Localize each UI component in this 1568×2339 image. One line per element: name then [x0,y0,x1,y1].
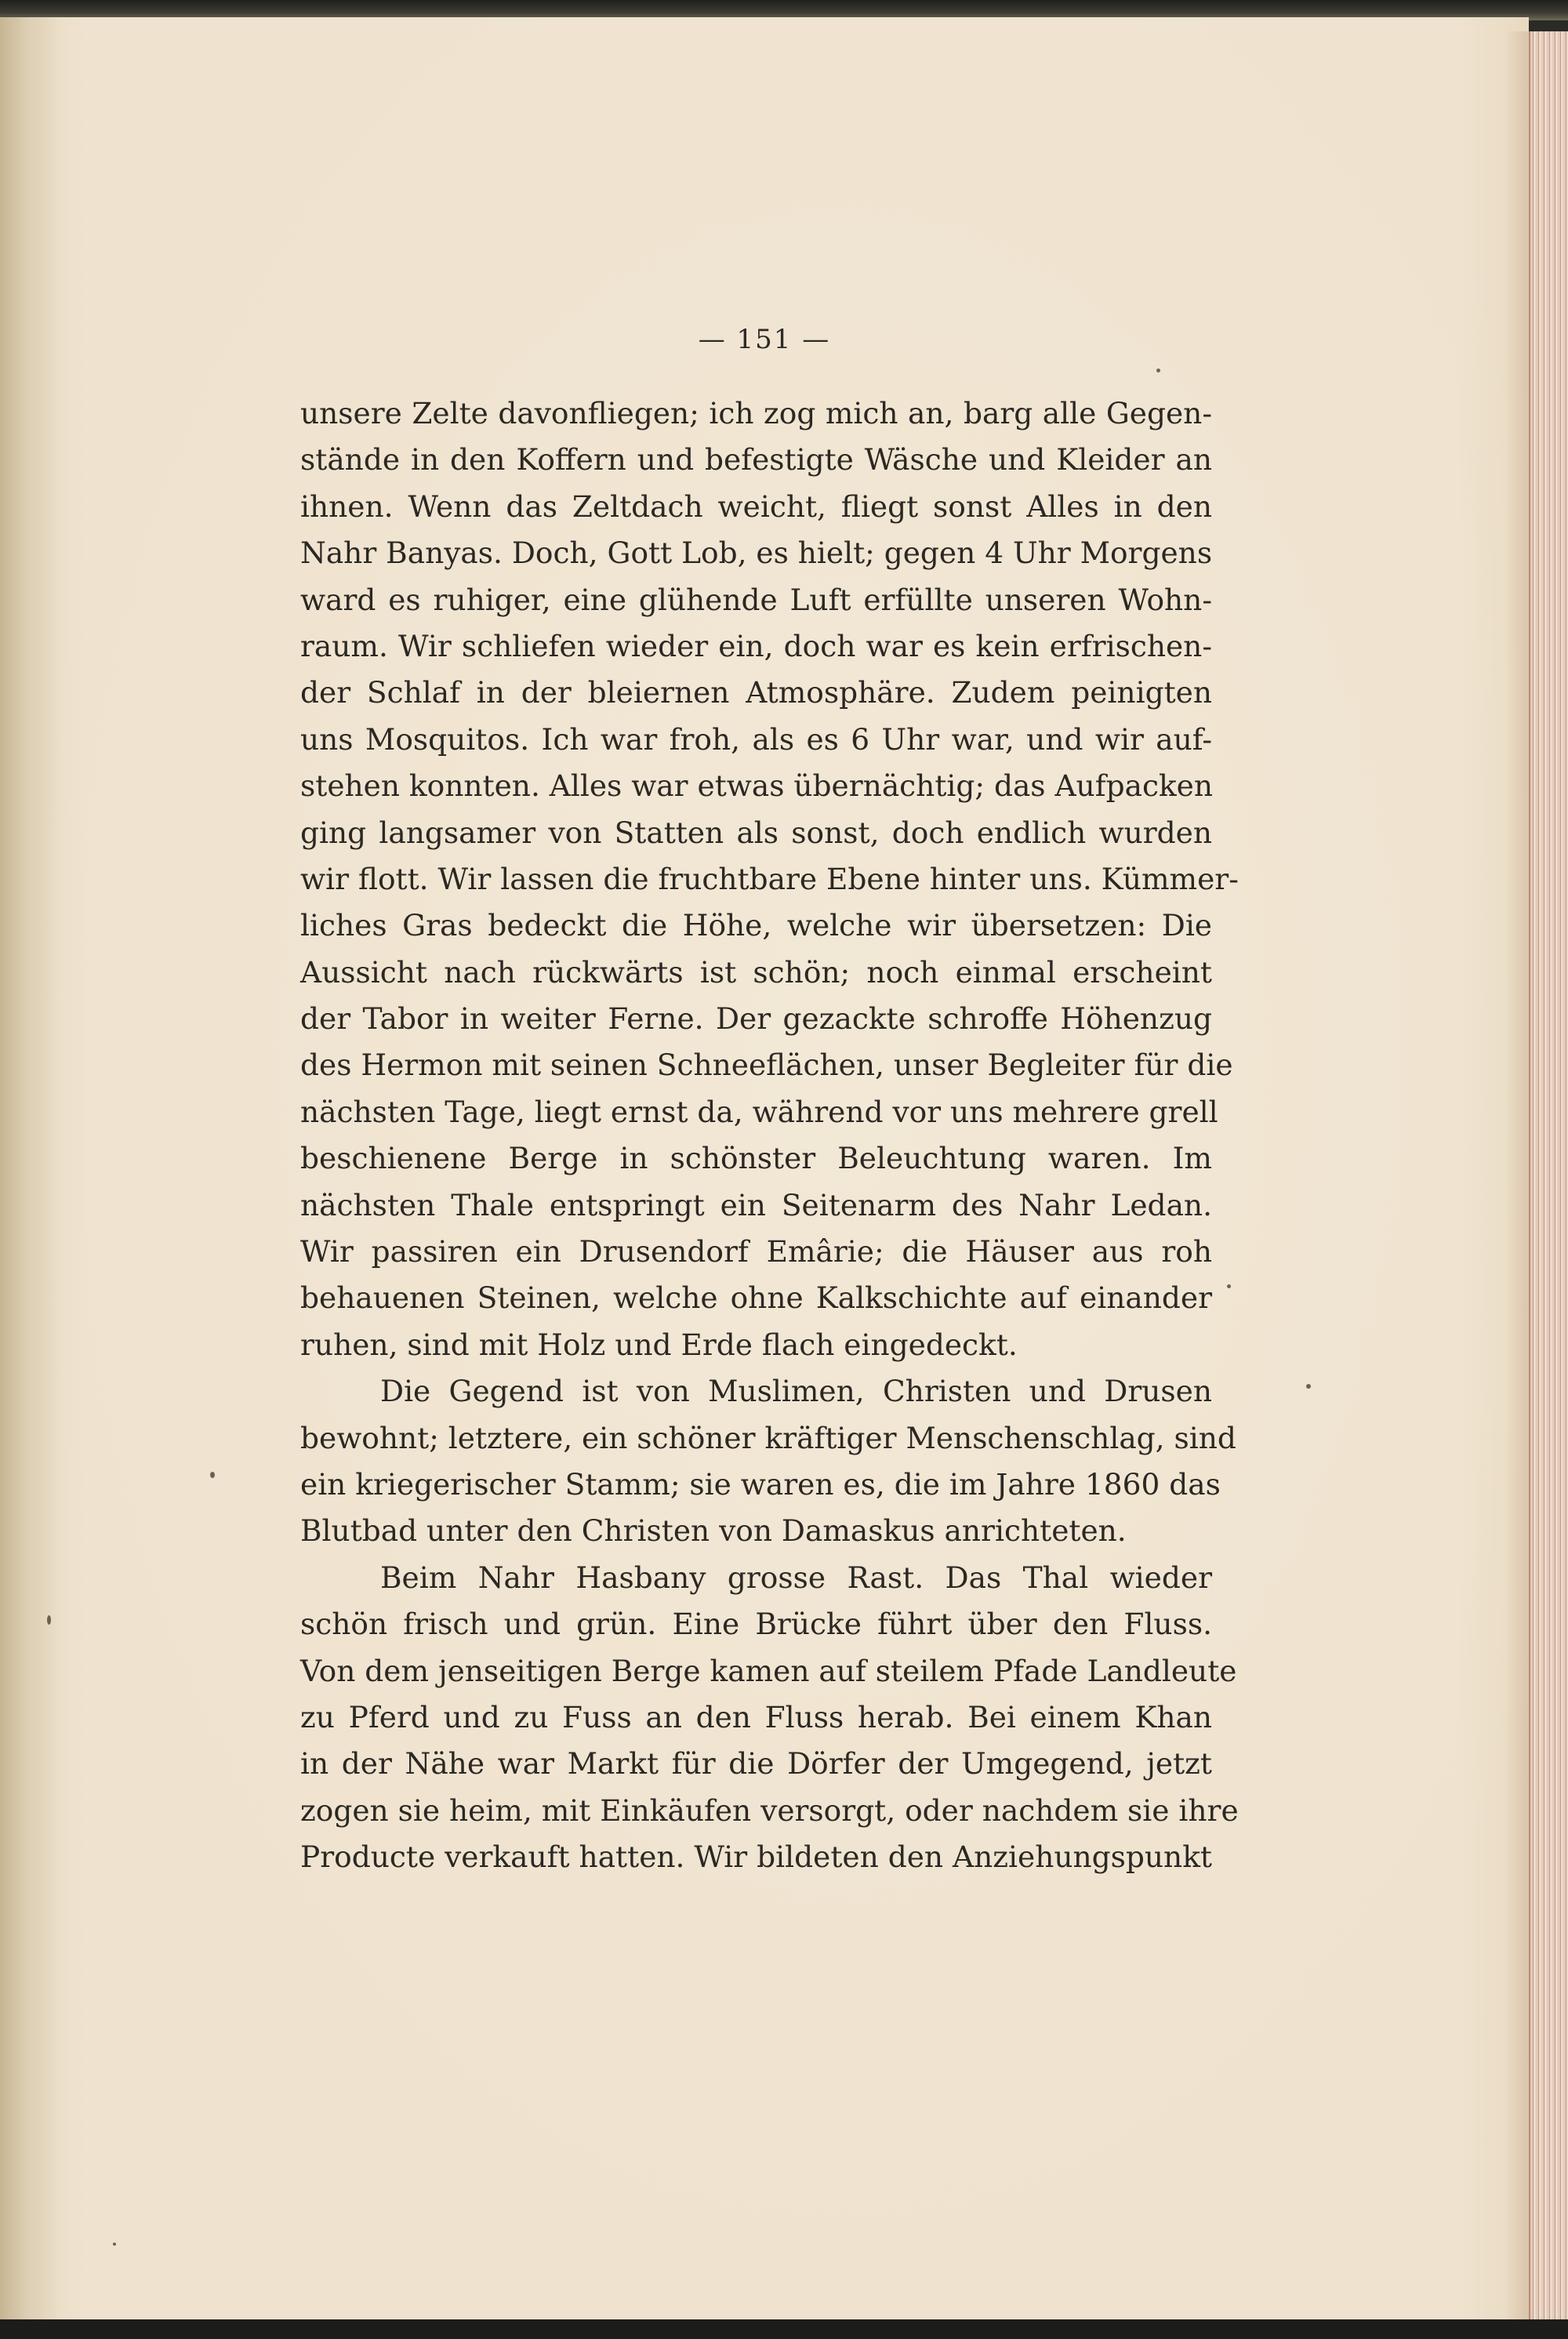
text-line: in der Nähe war Markt für die Dörfer der Umgegend, jetzt [300,1746,1212,1781]
text-line: raum. Wir schliefen wieder ein, doch war es kein erfrischen- [300,628,1212,663]
text-line: Beim Nahr Hasbany grosse Rast. Das Thal wieder [380,1560,1212,1595]
text-line: Wir passiren ein Drusendorf Emârie; die Häuser aus roh [300,1234,1212,1269]
text-line: ein kriegerischer Stamm; sie waren es, die im Jahre 1860 das [300,1466,1221,1502]
body-text [300,390,1239,1881]
page-edge-stack [1529,31,1568,2321]
paragraph-3 [300,1555,1239,1881]
page-number: — 151 — [698,324,831,355]
text-line: nächsten Tage, liegt ernst da, während vor uns mehrere grell [300,1094,1218,1129]
page-edge-shadow [1505,31,1530,2321]
text-line: ihnen. Wenn das Zeltdach weicht, fliegt sonst Alles in den [300,489,1212,524]
text-line: zu Pferd und zu Fuss an den Fluss herab. Bei einem Khan [300,1699,1212,1734]
text-line: stände in den Koffern und befestigte Wäsche und Kleider an [300,442,1212,478]
page-gutter-shadow [0,17,61,2319]
text-line: bewohnt; letztere, ein schöner kräftiger Menschenschlag, sind [300,1420,1236,1455]
text-line: der Tabor in weiter Ferne. Der gezackte schroffe Höhenzug [300,1001,1212,1037]
text-line: schön frisch und grün. Eine Brücke führt über den Fluss. [300,1607,1212,1642]
paper-speck [1306,1384,1311,1389]
text-line: Nahr Banyas. Doch, Gott Lob, es hielt; gegen 4 Uhr Morgens [300,536,1213,571]
paper-speck [113,2243,116,2246]
text-line: zogen sie heim, mit Einkäufen versorgt, oder nachdem sie ihre [300,1792,1239,1828]
text-line: stehen konnten. Alles war etwas übernächtig; das Aufpacken [300,768,1214,804]
book-bottom-edge [0,2319,1568,2339]
paper-speck [1156,369,1160,372]
paper-speck [1227,1284,1231,1288]
text-line: des Hermon mit seinen Schneeflächen, unser Begleiter für die [300,1048,1233,1083]
text-line: beschienene Berge in schönster Beleuchtung waren. Im [300,1141,1212,1176]
text-line: Die Gegend ist von Muslimen, Christen und Drusen [380,1374,1212,1409]
paper-speck [210,1472,215,1478]
text-line: Aussicht nach rückwärts ist schön; noch einmal erscheint [300,954,1212,990]
text-line: wir flott. Wir lassen die fruchtbare Ebene hinter uns. Kümmer- [300,861,1239,896]
paper-speck [47,1615,51,1625]
text-line: der Schlaf in der bleiernen Atmosphäre. Zudem peinigten [300,675,1212,710]
text-line: unsere Zelte davonfliegen; ich zog mich an, barg alle Gegen- [300,396,1212,430]
text-line: uns Mosquitos. Ich war froh, als es 6 Uhr war, und wir auf- [300,721,1212,757]
text-line: Von dem jenseitigen Berge kamen auf steilem Pfade Landleute [300,1653,1237,1688]
text-line: ward es ruhiger, eine glühende Luft erfüllte unseren Wohn- [300,582,1212,617]
paragraph-2 [300,1368,1236,1555]
text-line: liches Gras bedeckt die Höhe, welche wir übersetzen: Die [300,908,1212,943]
paragraph-1 [300,390,1239,1368]
text-line: ruhen, sind mit Holz und Erde flach eingedeckt. [300,1327,1018,1362]
text-line: behauenen Steinen, welche ohne Kalkschichte auf einander [300,1280,1212,1316]
text-line: Blutbad unter den Christen von Damaskus anrichteten. [300,1513,1127,1549]
text-line: ging langsamer von Statten als sonst, doch endlich wurden [300,815,1212,850]
text-line: nächsten Thale entspringt ein Seitenarm des Nahr Ledan. [300,1187,1212,1222]
text-line: Producte verkauft hatten. Wir bildeten den Anziehungspunkt [300,1840,1212,1875]
